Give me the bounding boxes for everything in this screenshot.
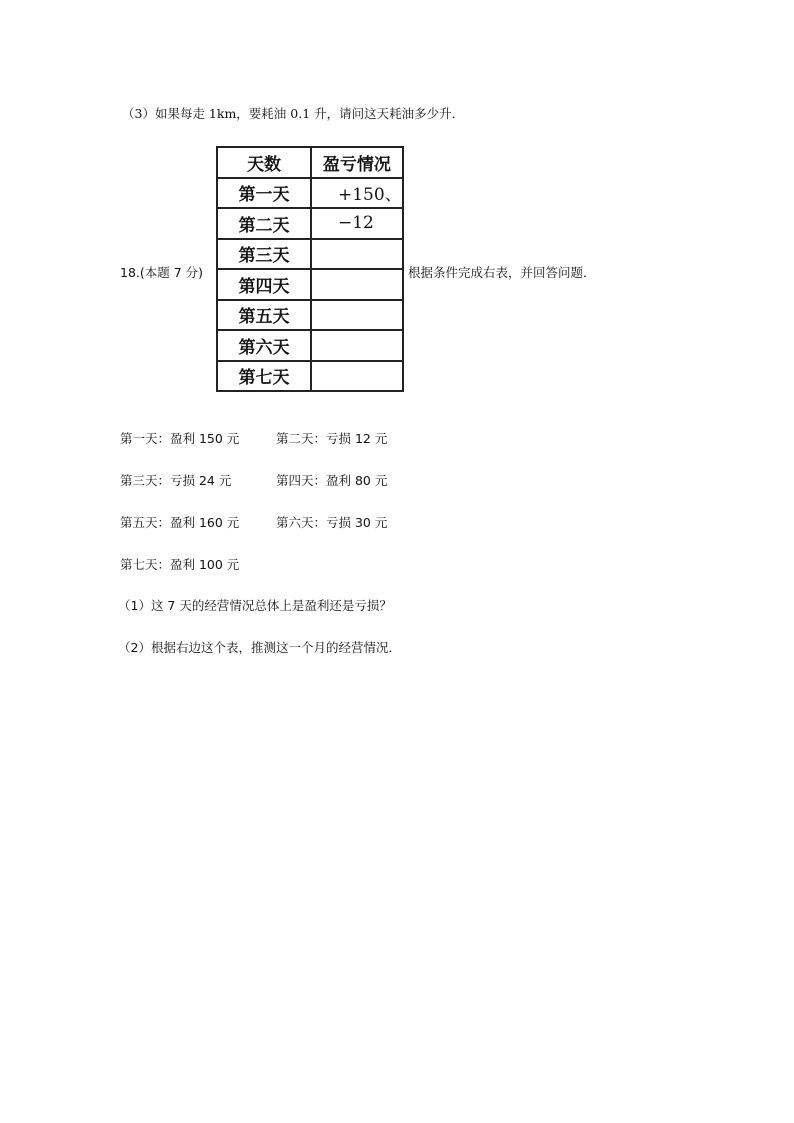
condition-day-5: 第五天：盈利 160 元 — [120, 515, 240, 530]
table-cell-value — [311, 361, 403, 392]
profit-loss-table — [216, 146, 404, 392]
condition-day-4: 第四天：盈利 80 元 — [276, 473, 388, 488]
table-cell-day: 第三天 — [217, 239, 311, 270]
table-row — [217, 300, 403, 331]
condition-day-1: 第一天：盈利 150 元 — [120, 431, 240, 446]
table-cell-value — [311, 269, 403, 300]
question-18-instruction: 根据条件完成右表，并回答问题． — [408, 265, 596, 280]
table-cell-day: 第五天 — [217, 300, 311, 331]
subquestion-2: （2）根据右边这个表，推测这一个月的经营情况． — [118, 640, 401, 655]
table-header-row — [217, 147, 403, 178]
table-cell-day: 第七天 — [217, 361, 311, 392]
condition-day-6: 第六天：亏损 30 元 — [276, 515, 388, 530]
table-cell-day: 第六天 — [217, 330, 311, 361]
table-cell-day: 第四天 — [217, 269, 311, 300]
table-row — [217, 239, 403, 270]
condition-day-3: 第三天：亏损 24 元 — [120, 473, 232, 488]
table-cell-value — [311, 239, 403, 270]
table-row — [217, 330, 403, 361]
question-3: （3）如果每走 1km，要耗油 0.1 升，请问这天耗油多少升． — [122, 106, 465, 121]
table-header-days: 天数 — [217, 147, 311, 178]
question-18-label: 18.(本题 7 分) — [120, 265, 204, 280]
condition-day-7: 第七天：盈利 100 元 — [120, 557, 240, 572]
condition-day-2: 第二天：亏损 12 元 — [276, 431, 388, 446]
subquestion-1: （1）这 7 天的经营情况总体上是盈利还是亏损？ — [118, 598, 392, 613]
table-cell-day: 第二天 — [217, 208, 311, 239]
table-row — [217, 361, 403, 392]
table-cell-value: −12 — [311, 208, 403, 239]
table-cell-value — [311, 330, 403, 361]
table-cell-value: +150、 — [311, 178, 403, 209]
table-row — [217, 269, 403, 300]
table-cell-value — [311, 300, 403, 331]
table-cell-day: 第一天 — [217, 178, 311, 209]
table-row — [217, 208, 403, 239]
table-row — [217, 178, 403, 209]
table-header-profit-loss: 盈亏情况 — [311, 147, 403, 178]
